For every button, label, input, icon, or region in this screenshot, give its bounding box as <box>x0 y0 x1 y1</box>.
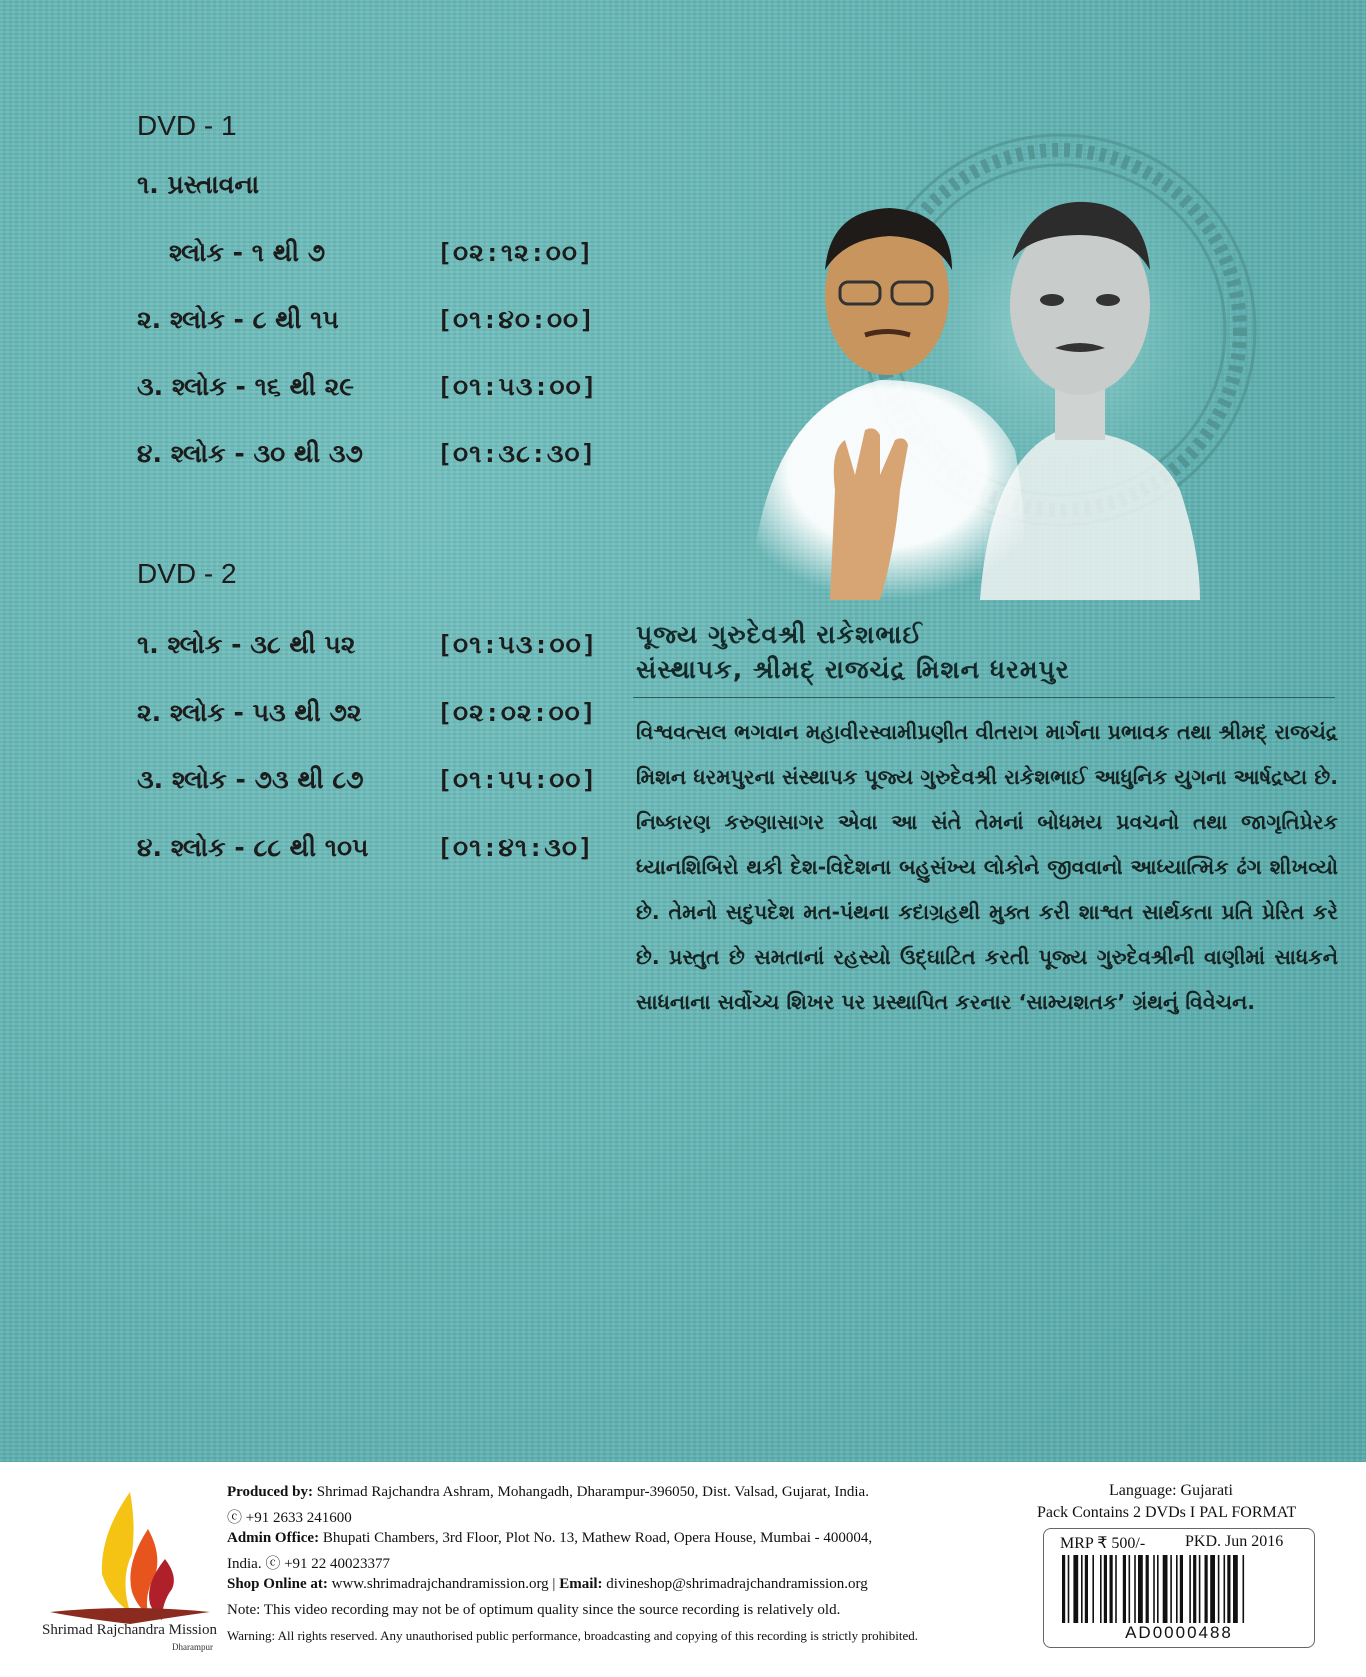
barcode-bar <box>1243 1555 1245 1623</box>
barcode-bar <box>1138 1555 1143 1623</box>
dvd1-track-1 <box>137 170 577 210</box>
track-title: ૩. શ્લોક - ૭૩ થી ૮૭ <box>137 765 364 794</box>
track-duration: [૦૧:૪૦:૦૦] <box>437 305 596 334</box>
track-title: ૧. પ્રસ્તાવના <box>137 170 260 199</box>
barcode-bar <box>1218 1555 1220 1623</box>
dvd1-track-2 <box>137 305 596 345</box>
track-duration: [૦૧:૪૧:૩૦] <box>437 833 594 862</box>
barcode-bar <box>1233 1555 1238 1623</box>
track-duration: [૦૧:૫૩:૦૦] <box>437 372 598 401</box>
produced-by-line <box>227 1484 869 1501</box>
portrait-image <box>730 130 1290 610</box>
email-address[interactable]: divineshop@shrimadrajchandramission.org <box>606 1576 868 1592</box>
dvd1-track-4 <box>137 439 597 479</box>
track-duration: [૦૨:૧૨:૦૦] <box>437 238 594 267</box>
track-title: શ્લોક - ૧ થી ૭ <box>169 238 326 267</box>
barcode-bar <box>1062 1555 1065 1623</box>
barcode-bar <box>1199 1555 1201 1623</box>
track-title: ૪. શ્લોક - ૮૮ થી ૧૦૫ <box>137 833 369 862</box>
email-label: Email: <box>559 1576 603 1592</box>
barcode-icon <box>1062 1555 1294 1623</box>
admin-text: Bhupati Chambers, 3rd Floor, Plot No. 13, Mathew Road, Opera House, Mumbai - 400004, <box>322 1530 873 1546</box>
barcode-bar <box>1129 1555 1131 1623</box>
barcode-bar <box>1157 1555 1159 1623</box>
dvd2-heading: DVD - 2 <box>137 558 237 589</box>
track-duration: [૦૨:૦૨:૦૦] <box>437 698 597 727</box>
track-title: ૨. શ્લોક - ૫૩ થી ૭૨ <box>137 698 362 727</box>
track-title: ૩. શ્લોક - ૧૬ થી ૨૯ <box>137 372 355 401</box>
dvd2-track-3 <box>137 765 598 805</box>
warning-text: Warning: All rights reserved. Any unauthorised public performance, broadcasting and copying of this recording is strictly prohibited. <box>227 1628 919 1643</box>
barcode-bar <box>1110 1555 1113 1623</box>
barcode-bar <box>1210 1555 1215 1623</box>
barcode-box <box>1043 1528 1315 1648</box>
barcode-bar <box>1100 1555 1102 1623</box>
barcode-bar <box>1134 1555 1136 1623</box>
dvd1-track-1-sub <box>137 238 594 278</box>
barcode-bar <box>1115 1555 1117 1623</box>
barcode-bar <box>1085 1555 1088 1623</box>
barcode-bar <box>1163 1555 1168 1623</box>
barcode-bar <box>1180 1555 1183 1623</box>
shop-url[interactable]: www.shrimadrajchandramission.org <box>331 1576 549 1592</box>
barcode-bar <box>1092 1555 1094 1623</box>
gurudev-designation: સંસ્થાપક, શ્રીમદ્ રાજચંદ્ર મિશન ધરમપુર <box>636 655 1070 684</box>
packed-date: PKD. Jun 2016 <box>1185 1533 1284 1550</box>
barcode-bar <box>1176 1555 1178 1623</box>
track-title: ૨. શ્લોક - ૮ થી ૧૫ <box>137 305 339 334</box>
barcode-bar <box>1104 1555 1107 1623</box>
track-title: ૪. શ્લોક - ૩૦ થી ૩૭ <box>137 439 363 468</box>
pack-contents: Pack Contains 2 DVDs I PAL FORMAT <box>1037 1504 1297 1521</box>
dvd2-track-2 <box>137 698 597 738</box>
dvd2-track-4 <box>137 833 594 873</box>
barcode-bar <box>1170 1555 1172 1623</box>
track-title: ૧. શ્લોક - ૩૮ થી ૫૨ <box>137 630 356 659</box>
track-duration: [૦૧:૫૩:૦૦] <box>437 630 598 659</box>
dvd1-track-3 <box>137 372 598 412</box>
barcode-bar <box>1205 1555 1208 1623</box>
barcode-bar <box>1146 1555 1149 1623</box>
dvd1-heading: DVD - 1 <box>137 110 237 141</box>
barcode-bar <box>1123 1555 1126 1623</box>
track-duration: [૦૧:૩૮:૩૦] <box>437 439 597 468</box>
barcode-bar <box>1224 1555 1226 1623</box>
barcode-bar <box>1153 1555 1155 1623</box>
shop-label: Shop Online at: <box>227 1576 328 1592</box>
dvd2-track-1 <box>137 630 598 670</box>
barcode-bar <box>1189 1555 1191 1623</box>
barcode-number: AD0000488 <box>1125 1623 1233 1642</box>
produced-phone: ⓒ +91 2633 241600 <box>227 1510 352 1526</box>
mission-logo-icon <box>40 1484 220 1644</box>
mrp-price: MRP ₹ 500/- <box>1060 1535 1146 1552</box>
description-paragraph: વિશ્વવત્સલ ભગવાન મહાવીરસ્વામીપ્રણીત વીતરાગ માર્ગના પ્રભાવક તથા શ્રીમદ્ રાજચંદ્ર મિશન ધરમપુરના સંસ્થાપક પૂજ્ય ગુરુદેવશ્રી રાકેશભાઈ આધુનિક યુગના આર્ષદ્રષ્ટા છે. નિષ્કારણ કરુણાસાગર એવા આ સંતે તેમનાં બોધમય પ્રવચનો તથા જાગૃતિપ્રેરક ધ્યાનશિબિરો થકી દેશ-વિદેશના બહુસંખ્ય લોકોને જીવવાનો આધ્યાત્મિક ઢંગ શીખવ્યો છે. તેમનો સદુપદેશ મત-પંથના કદાગ્રહથી મુક્ત કરી શાશ્વત સાર્થકતા પ્રતિ પ્રેરિત કરે છે. પ્રસ્તુત છે સમતાનાં રહસ્યો ઉદ્ઘાટિત કરતી પૂજ્ય ગુરુદેવશ્રીની વાણીમાં સાધકને સાધનાના સર્વોચ્ચ શિખર પર પ્રસ્થાપિત કરનાર ‘સામ્યશતક’ ગ્રંથનું વિવેચન. <box>636 720 1338 1014</box>
barcode-bar <box>1068 1555 1070 1623</box>
admin-phone: India. ⓒ +91 22 40023377 <box>227 1556 391 1572</box>
produced-text: Shrimad Rajchandra Ashram, Mohangadh, Dharampur-396050, Dist. Valsad, Gujarat, India. <box>316 1484 869 1500</box>
footer <box>0 1462 1366 1677</box>
barcode-bar <box>1081 1555 1083 1623</box>
admin-label: Admin Office: <box>227 1530 320 1546</box>
barcode-bar <box>1227 1555 1230 1623</box>
note-text: Note: This video recording may not be of optimum quality since the source recording is relatively old. <box>227 1602 841 1618</box>
track-duration: [૦૧:૫૫:૦૦] <box>437 765 598 794</box>
divider <box>633 697 1335 698</box>
logo-subtitle: Dharampur <box>172 1642 213 1652</box>
language-label: Language: Gujarati <box>1109 1482 1233 1499</box>
shop-online-line: Shop Online at: www.shrimadrajchandramission.org | Email: divineshop@shrimadrajchandramission.org <box>227 1576 868 1592</box>
barcode-bar <box>1193 1555 1196 1623</box>
gurudev-name: પૂજ્ય ગુરુદેવશ્રી રાકેશભાઈ <box>636 620 923 649</box>
admin-office-line <box>227 1530 872 1547</box>
barcode-bar <box>1073 1555 1078 1623</box>
logo-name: Shrimad Rajchandra Mission <box>42 1622 217 1638</box>
produced-label: Produced by: <box>227 1484 313 1500</box>
